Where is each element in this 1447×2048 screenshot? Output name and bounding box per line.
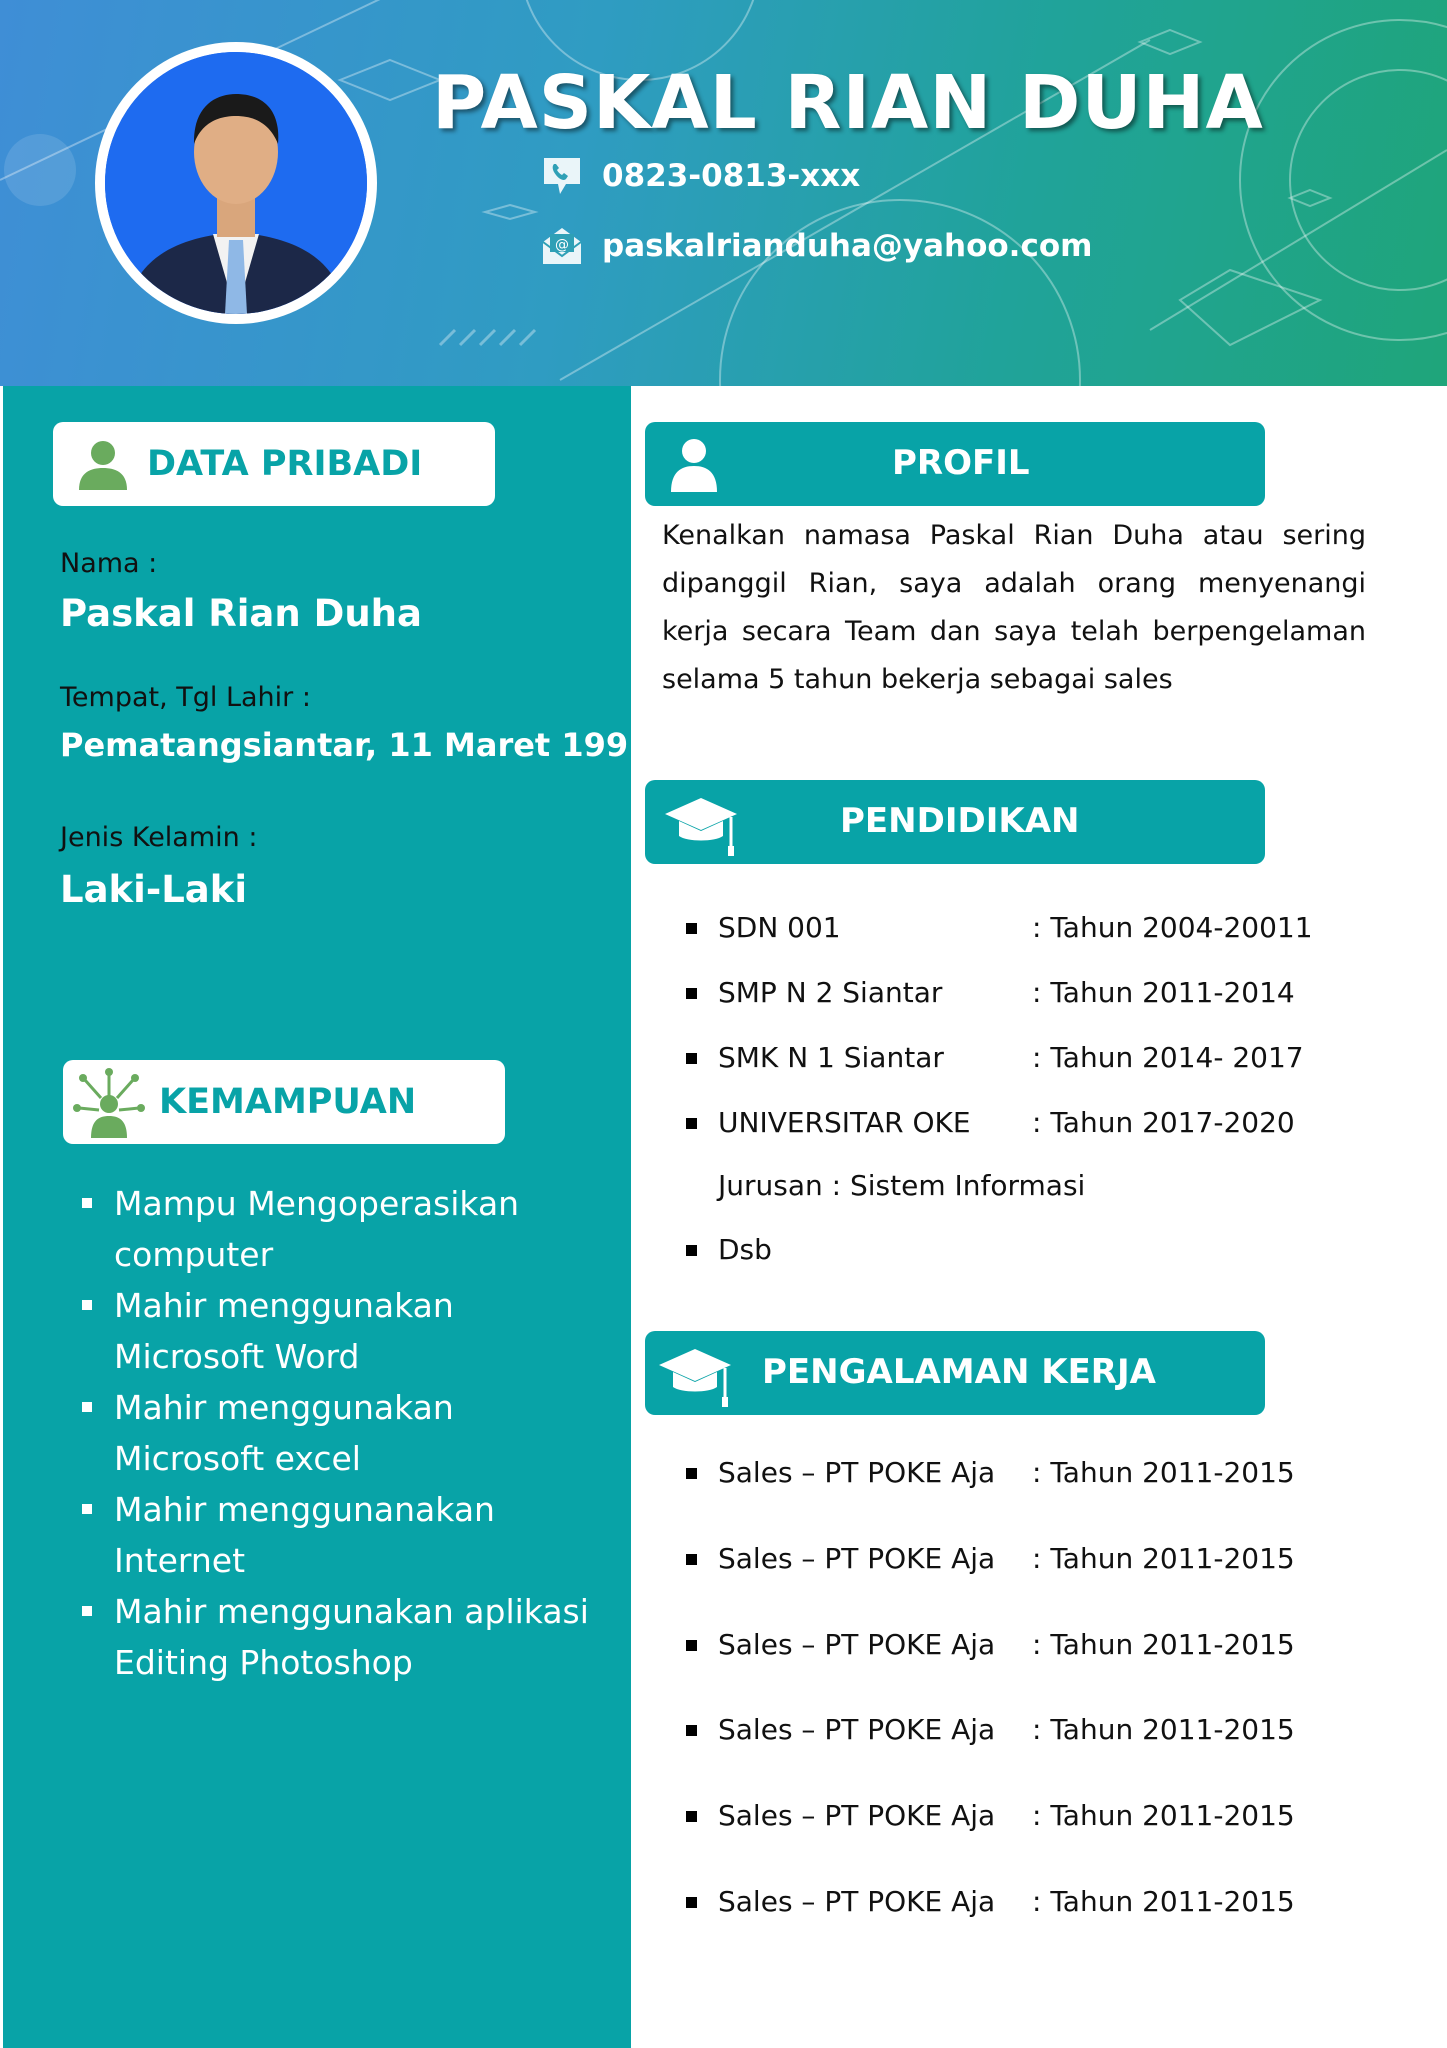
gender-value: Laki-Laki	[60, 868, 248, 911]
experience-title-box	[645, 1331, 1265, 1415]
bullet-icon	[686, 1897, 697, 1908]
job-name: Sales – PT POKE Aja	[718, 1713, 996, 1746]
job-year: : Tahun 2011-2015	[1032, 1628, 1295, 1661]
user-icon	[669, 436, 719, 492]
bullet-icon	[686, 1811, 697, 1822]
school-name: SMK N 1 Siantar	[718, 1041, 944, 1074]
job-name: Sales – PT POKE Aja	[718, 1628, 996, 1661]
job-year: : Tahun 2011-2015	[1032, 1456, 1295, 1489]
profile-title: PROFIL	[892, 443, 1030, 483]
skills-list	[80, 1178, 600, 1688]
job-name: Sales – PT POKE Aja	[718, 1542, 996, 1575]
school-year: : Tahun 2017-2020	[1032, 1106, 1295, 1139]
bullet-icon	[686, 1468, 697, 1479]
gender-label: Jenis Kelamin :	[60, 822, 258, 853]
bullet-icon	[686, 1053, 697, 1064]
profile-photo	[105, 52, 367, 314]
skills-network-icon	[71, 1066, 147, 1138]
school-year: : Tahun 2014- 2017	[1032, 1041, 1304, 1074]
school-name: SDN 001	[718, 911, 841, 944]
job-year: : Tahun 2011-2015	[1032, 1885, 1295, 1918]
graduation-cap-icon	[663, 794, 739, 856]
list-item: Mahir menggunakan Microsoft Word	[80, 1280, 600, 1382]
email-icon	[540, 224, 584, 268]
list-item: Mahir menggunakan Microsoft excel	[80, 1382, 600, 1484]
education-title-box	[645, 780, 1265, 864]
job-year: : Tahun 2011-2015	[1032, 1799, 1295, 1832]
school-name: SMP N 2 Siantar	[718, 976, 943, 1009]
bullet-icon	[686, 1640, 697, 1651]
birth-label: Tempat, Tgl Lahir :	[60, 682, 311, 713]
job-name: Sales – PT POKE Aja	[718, 1456, 996, 1489]
experience-title: PENGALAMAN KERJA	[762, 1352, 1156, 1392]
bullet-icon	[686, 1554, 697, 1565]
email-contact	[540, 220, 1092, 272]
phone-icon	[540, 154, 584, 198]
name-value: Paskal Rian Duha	[60, 592, 422, 635]
bullet-icon	[686, 923, 697, 934]
skills-title: KEMAMPUAN	[159, 1082, 417, 1122]
svg-text:@: @	[555, 237, 569, 253]
personal-data-title-box	[53, 422, 495, 506]
school-year: : Tahun 2004-20011	[1032, 911, 1313, 944]
list-item: Mahir menggunakan aplikasi Editing Photoshop	[80, 1586, 600, 1688]
bullet-icon	[686, 988, 697, 999]
bullet-icon	[686, 1118, 697, 1129]
job-name: Sales – PT POKE Aja	[718, 1885, 996, 1918]
phone-contact	[540, 150, 860, 202]
job-name: Sales – PT POKE Aja	[718, 1799, 996, 1832]
job-year: : Tahun 2011-2015	[1032, 1542, 1295, 1575]
bullet-icon	[686, 1245, 697, 1256]
extra-text: Dsb	[718, 1233, 772, 1266]
school-name: UNIVERSITAR OKE	[718, 1106, 971, 1139]
full-name-heading: PASKAL RIAN DUHA	[432, 60, 1264, 146]
user-icon	[75, 436, 131, 492]
school-year: : Tahun 2011-2014	[1032, 976, 1295, 1009]
email-address: paskalrianduha@yahoo.com	[602, 228, 1093, 264]
major-text: Jurusan : Sistem Informasi	[718, 1169, 1086, 1202]
list-item: Mampu Mengoperasikan computer	[80, 1178, 600, 1280]
bullet-icon	[686, 1725, 697, 1736]
personal-data-title: DATA PRIBADI	[147, 444, 423, 484]
graduation-cap-icon	[657, 1345, 733, 1407]
header-banner	[0, 0, 1447, 386]
education-title: PENDIDIKAN	[840, 801, 1080, 841]
phone-number: 0823-0813-xxx	[602, 158, 861, 194]
skills-title-box	[63, 1060, 505, 1144]
name-label: Nama :	[60, 548, 158, 579]
profile-text: Kenalkan namasa Paskal Rian Duha atau sering dipanggil Rian, saya adalah orang menyenangi kerja secara Team dan saya telah berpengelaman selama 5 tahun bekerja sebagai sales	[662, 520, 1366, 695]
job-year: : Tahun 2011-2015	[1032, 1713, 1295, 1746]
profile-title-box	[645, 422, 1265, 506]
list-item: Mahir menggunanakan Internet	[80, 1484, 600, 1586]
birth-value: Pematangsiantar, 11 Maret 1991	[60, 726, 651, 764]
